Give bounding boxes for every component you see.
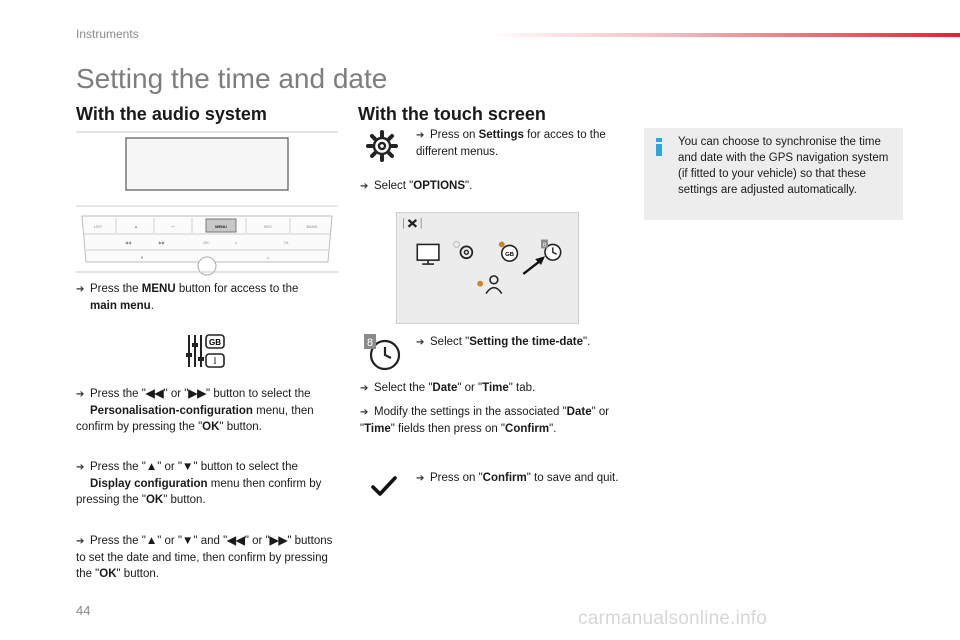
step-personalisation: ➔ Press the "◀◀" or "▶▶" button to select the Personalisation-configuration menu, then confirm by pressing the "OK" button. [76,388,314,433]
step-press-settings: ➔ Press on Settings for acces to the different menus. [416,129,606,158]
arrow-right-icon: ➔ [76,389,85,400]
step-select-time-date: ➔ Select "Setting the time-date". [416,334,636,351]
watermark: carmanualsonline.info [578,608,768,629]
audio-display-screen [126,138,288,190]
console-btn-music: ♫ [234,240,238,245]
clock-number-label: 8 [366,337,374,349]
page-title: Setting the time and date [76,63,388,94]
screen-8-label: 8 [542,242,547,249]
arrow-right-icon: ➔ [416,473,425,484]
arrow-right-icon: ➔ [76,284,85,295]
step-select-tab: ➔ Select the "Date" or "Time" tab. [360,380,620,397]
settings-gear-icon [366,130,398,162]
console-btn-ta: TA [283,240,289,245]
step-display-configuration: ➔ Press the "▲" or "▼" button to select the Display configuration menu then confirm by pressing the "OK" button. [76,461,322,506]
console-btn-music-2: ♫ [266,255,270,260]
console-btn-down: ▼ [140,255,144,260]
step-modify-settings: ➔ Modify the settings in the associated "Date" or "Time" fields then press on "Confirm". [360,406,610,435]
arrow-right-icon: ➔ [76,536,85,547]
console-btn-ok: OK [203,240,209,245]
arrow-right-icon: ➔ [360,383,369,394]
audio-console-illustration [76,128,338,278]
console-btn-list: LIST [93,224,103,229]
step-set-date-time: ➔ Press the "▲" or "▼" and "◀◀" or "▶▶" buttons to set the date and time, then confirm by pressing the "OK" button. [76,535,333,580]
page-number: 44 [76,603,91,618]
arrow-right-icon: ➔ [360,407,369,418]
step-select-options: ➔ Select "OPTIONS". [360,178,610,195]
personalisation-icon [183,331,227,371]
arrow-right-icon: ➔ [416,130,425,141]
console-btn-src: SRC [263,224,273,229]
header-rule [486,33,960,37]
screen-gb-label: GB [505,252,515,259]
console-btn-next: ▶▶ [158,240,166,245]
arrow-right-icon: ➔ [416,337,425,348]
touch-screen-illustration [396,212,579,324]
console-btn-back: ↩ [171,224,175,229]
console-btn-prev: ◀◀ [124,240,132,245]
section-label: Instruments [76,27,139,41]
console-btn-menu: MENU [215,224,227,229]
clock-8-icon [364,334,402,372]
info-icon [654,138,664,156]
i-label: I [213,356,217,366]
info-text: You can choose to synchronise the time and date with the GPS navigation system (if fitted to your vehicle) so that these settings are adjusted automatically. [678,136,889,196]
arrow-right-icon: ➔ [360,181,369,192]
arrow-right-icon: ➔ [76,462,85,473]
check-icon [370,474,398,498]
gb-label: GB [209,338,221,347]
console-btn-band: BAND [306,224,318,229]
step-press-menu: ➔ Press the MENU button for access to the main menu. [76,283,299,312]
heading-audio-system: With the audio system [76,104,267,124]
console-btn-up: ▲ [134,224,138,229]
heading-touch-screen: With the touch screen [358,104,546,124]
step-press-confirm: ➔ Press on "Confirm" to save and quit. [416,470,626,487]
